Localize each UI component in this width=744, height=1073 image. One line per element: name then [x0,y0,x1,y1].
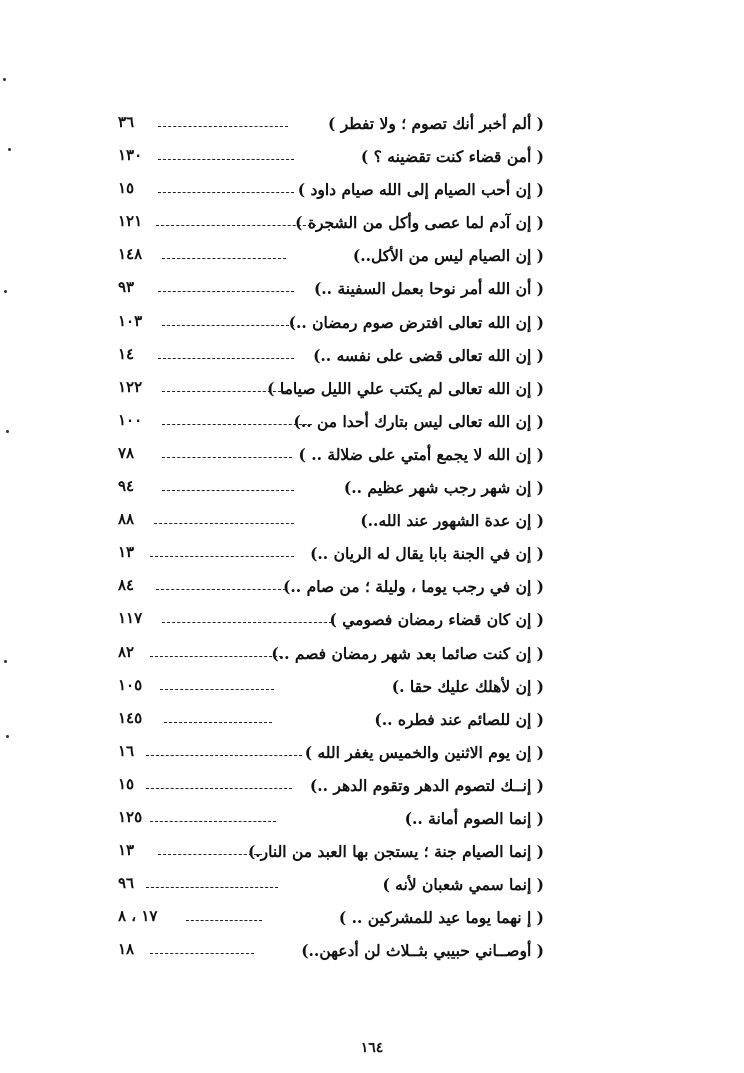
dotted-leader [162,325,294,326]
hadith-text: ( إن عدة الشهور عند الله..) [360,511,544,531]
index-row [0,408,744,441]
hadith-text: ( إن أحب الصيام إلى الله صيام داود ) [297,180,544,200]
index-row [0,573,744,606]
dotted-leader [156,589,286,590]
dotted-leader [158,358,294,359]
hadith-text: ( إنما الصيام جنة ؛ يستجن بها العبد من النار.) [247,842,544,862]
page-reference: ١٤٥ [118,708,143,727]
page-reference: ١١٧ [118,609,143,628]
page-number: ١٦٤ [360,1040,384,1056]
page-reference: ١٢٢ [118,377,143,396]
scan-mark [6,430,9,433]
page-reference: ٩٣ [118,278,135,297]
index-row [0,176,744,209]
page-reference: ١٣٠ [118,146,143,165]
page-reference: ١٢١ [118,212,143,231]
index-row [0,209,744,242]
index-row [0,937,744,970]
dotted-leader [158,192,294,193]
page-reference: ٨٢ [118,642,135,661]
hadith-text: ( إن الله لا يجمع أمتي على ضلالة .. ) [298,444,544,464]
hadith-text: ( إن الله تعالى ليس بتارك أحدا من ..) [293,411,544,431]
dotted-leader [162,258,286,259]
hadith-text: ( إن في الجنة بابا يقال له الريان ..) [310,544,544,564]
dotted-leader [186,920,262,921]
dotted-leader [162,391,286,392]
dotted-leader [150,556,294,557]
page-reference: ١٥ [118,179,135,198]
scan-mark [3,78,6,81]
hadith-text: ( إن لأهلك عليك حقا .) [391,676,544,696]
index-row [0,838,744,871]
hadith-text: ( إن الصيام ليس من الأكل..) [352,246,544,266]
hadith-text: ( إن كان قضاء رمضان فصومي ) [329,610,544,630]
index-row [0,772,744,805]
hadith-text: ( إنــك لتصوم الدهر وتقوم الدهر ..) [309,775,544,795]
hadith-text: ( إن شهر رجب شهر عظيم ..) [343,478,544,498]
hadith-text: ( أوصــاني حبيبي بثــلاث لن أدعهن..) [301,941,544,961]
index-row [0,441,744,474]
dotted-leader [164,722,272,723]
page-reference: ١٦ [118,741,135,760]
index-row [0,242,744,275]
page-reference: ٣٦ [118,113,135,131]
dotted-leader [162,457,292,458]
hadith-text: ( إن كنت صائما بعد شهر رمضان فصم ..) [271,643,544,663]
hadith-text: ( أن الله أمر نوحا بعمل السفينة ..) [313,279,544,299]
scan-mark [4,660,7,663]
page-reference: ٨٨ [118,510,135,529]
page-reference: ١٣ [118,543,135,562]
page-reference: ١٢٥ [118,807,143,826]
index-row [0,507,744,540]
page-reference: ٩٦ [118,874,135,893]
page-reference: ١٣ [118,841,135,860]
index-row [0,904,744,937]
index-row [0,309,744,342]
hadith-text: ( إنما سمي شعبان لأنه ) [382,875,544,895]
page-reference: ١٠٥ [118,675,143,694]
page-reference: ١٥ [118,774,135,793]
index-row [0,275,744,308]
index-row [0,375,744,408]
page-reference: ١٨ [118,940,135,959]
page-reference: ١٠٠ [118,410,143,429]
scan-mark [4,290,7,293]
index-row [0,110,744,143]
dotted-leader [158,854,262,855]
index-row [0,474,744,507]
dotted-leader [162,490,294,491]
dotted-leader [160,689,274,690]
scan-mark [8,148,11,151]
dotted-leader [162,424,312,425]
hadith-text: ( إن آدم لما عصى وأكل من الشجرة ) [295,213,544,233]
page-reference: ١٠٣ [118,311,143,330]
dotted-leader [158,159,294,160]
hadith-text: ( أمن قضاء كنت تقضينه ؟ ) [360,147,544,167]
hadith-text: ( إن الله تعالى قضى على نفسه ..) [313,345,544,365]
index-row [0,342,744,375]
hadith-text: ( إن للصائم عند فطره ..) [374,709,544,729]
index-row [0,739,744,772]
hadith-text: ( إ نهما يوما عيد للمشركين .. ) [338,908,544,928]
index-row [0,871,744,904]
dotted-leader [156,225,316,226]
dotted-leader [158,126,288,127]
index-row [0,606,744,639]
hadith-text: ( إن الله تعالى افترض صوم رمضان ..) [288,312,544,332]
index-row [0,673,744,706]
index-row [0,143,744,176]
page-reference: ١٤ [118,344,135,363]
index-row [0,805,744,838]
page-reference: ٧٨ [118,443,135,462]
hadith-text: ( إنما الصوم أمانة ..) [404,808,544,828]
hadith-index-list [0,110,744,970]
hadith-text: ( إن يوم الاثنين والخميس يغفر الله ) [304,742,544,762]
dotted-leader [162,622,332,623]
hadith-text: ( إن الله تعالى لم يكتب علي الليل صياما ) [267,378,544,398]
page-reference: ٨٤ [118,576,135,595]
dotted-leader [158,291,294,292]
dotted-leader [154,523,294,524]
scan-mark [6,735,9,738]
page-reference: ١٤٨ [118,245,143,264]
index-row [0,706,744,739]
hadith-text: ( إن في رجب يوما ، وليلة ؛ من صام ..) [283,577,544,597]
page-reference: ٩٤ [118,477,135,496]
hadith-text: ( ألم أخبر أنك تصوم ؛ ولا تفطر ) [327,114,544,133]
index-row [0,640,744,673]
index-row [0,540,744,573]
page-reference: ١٧ ، ٨ [118,907,158,926]
